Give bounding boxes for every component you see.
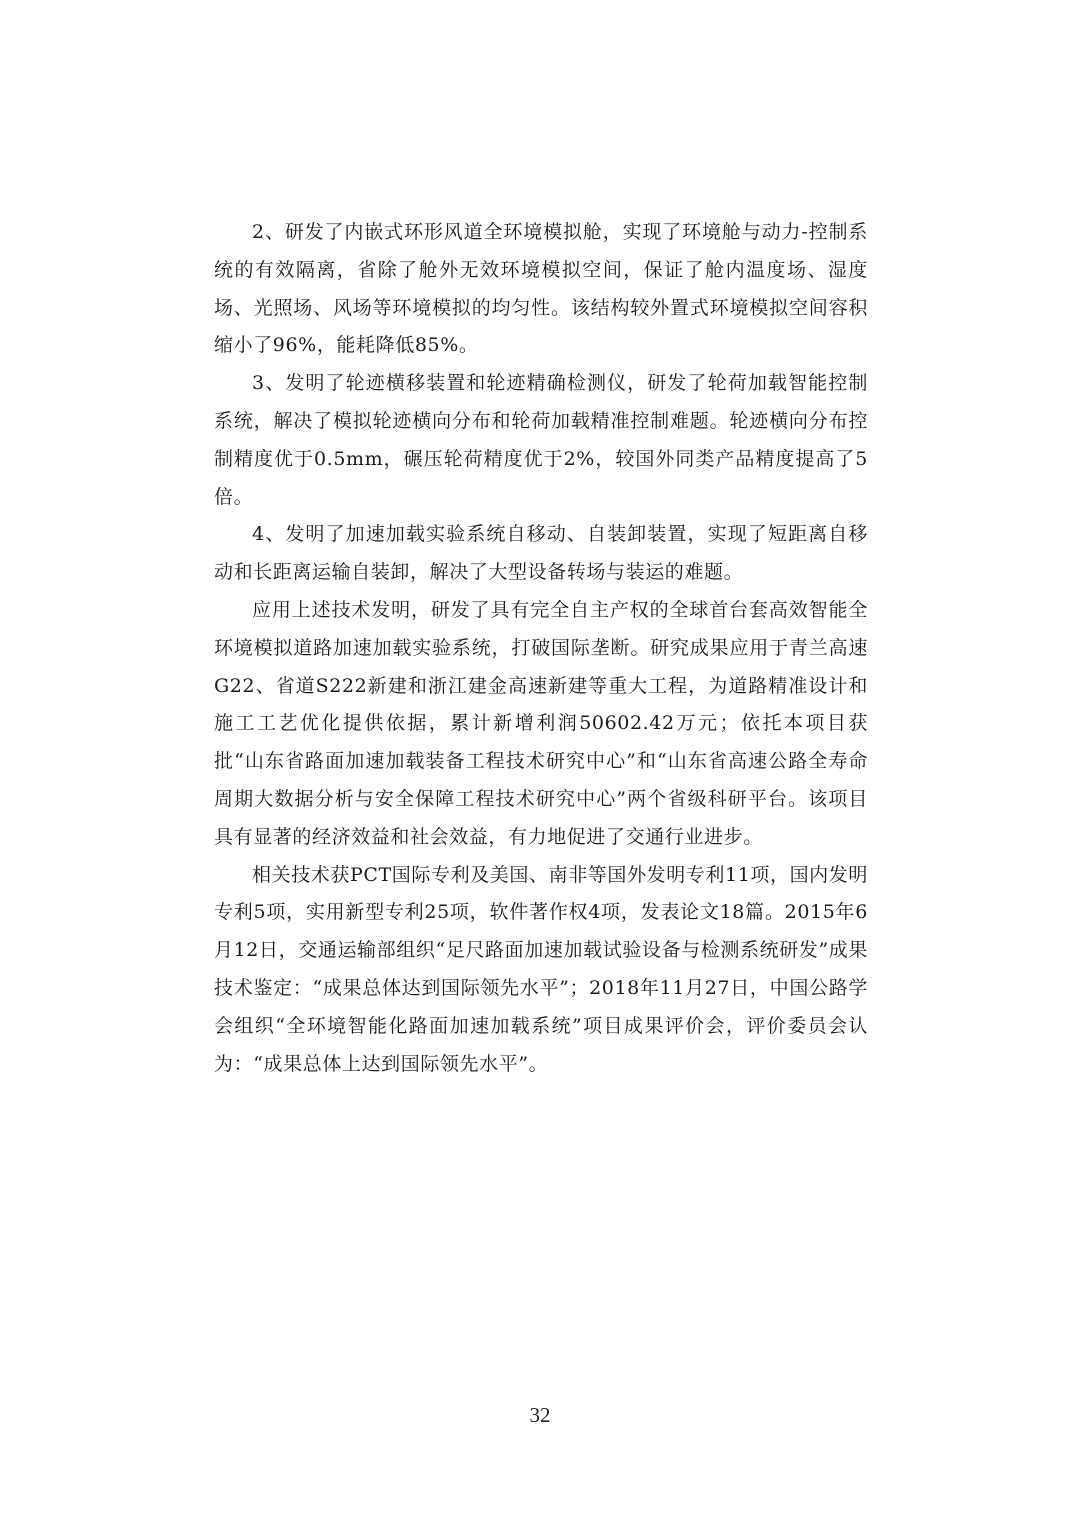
body-text [214,214,868,1083]
paragraph-application: 应用上述技术发明，研发了具有完全自主产权的全球首台套高效智能全环境模拟道路加速加载实验系统，打破国际垄断。研究成果应用于青兰高速G22、省道S222新建和浙江建金高速新建等重大工程，为道路精准设计和施工工艺优化提供依据，累计新增利润50602.42万元；依托本项目获批“山东省路面加速加载装备工程技术研究中心”和“山东省高速公路全寿命周期大数据分析与安全保障工程技术研究中心”两个省级科研平台。该项目具有显著的经济效益和社会效益，有力地促进了交通行业进步。 [214,598,868,848]
page-number: 32 [529,1403,551,1427]
paragraph-item-4: 4、发明了加速加载实验系统自移动、自装卸装置，实现了短距离自移动和长距离运输自装卸，解决了大型设备转场与装运的难题。 [214,523,868,584]
paragraph-item-2: 2、研发了内嵌式环形风道全环境模拟舱，实现了环境舱与动力-控制系统的有效隔离，省除了舱外无效环境模拟空间，保证了舱内温度场、湿度场、光照场、风场等环境模拟的均匀性。该结构较外置式环境模拟空间容积缩小了96%，能耗降低85%。 [214,221,868,357]
paragraph-patents: 相关技术获PCT国际专利及美国、南非等国外发明专利11项，国内发明专利5项，实用新型专利25项，软件著作权4项，发表论文18篇。2015年6月12日，交通运输部组织“足尺路面加速加载试验设备与检测系统研发”成果技术鉴定：“成果总体达到国际领先水平”；2018年11月27日，中国公路学会组织“全环境智能化路面加速加载系统”项目成果评价会，评价委员会认为：“成果总体上达到国际领先水平”。 [214,863,868,1075]
paragraph-item-3: 3、发明了轮迹横移装置和轮迹精确检测仪，研发了轮荷加载智能控制系统，解决了模拟轮迹横向分布和轮荷加载精准控制难题。轮迹横向分布控制精度优于0.5mm，碾压轮荷精度优于2%，较国外同类产品精度提高了5倍。 [214,372,868,508]
